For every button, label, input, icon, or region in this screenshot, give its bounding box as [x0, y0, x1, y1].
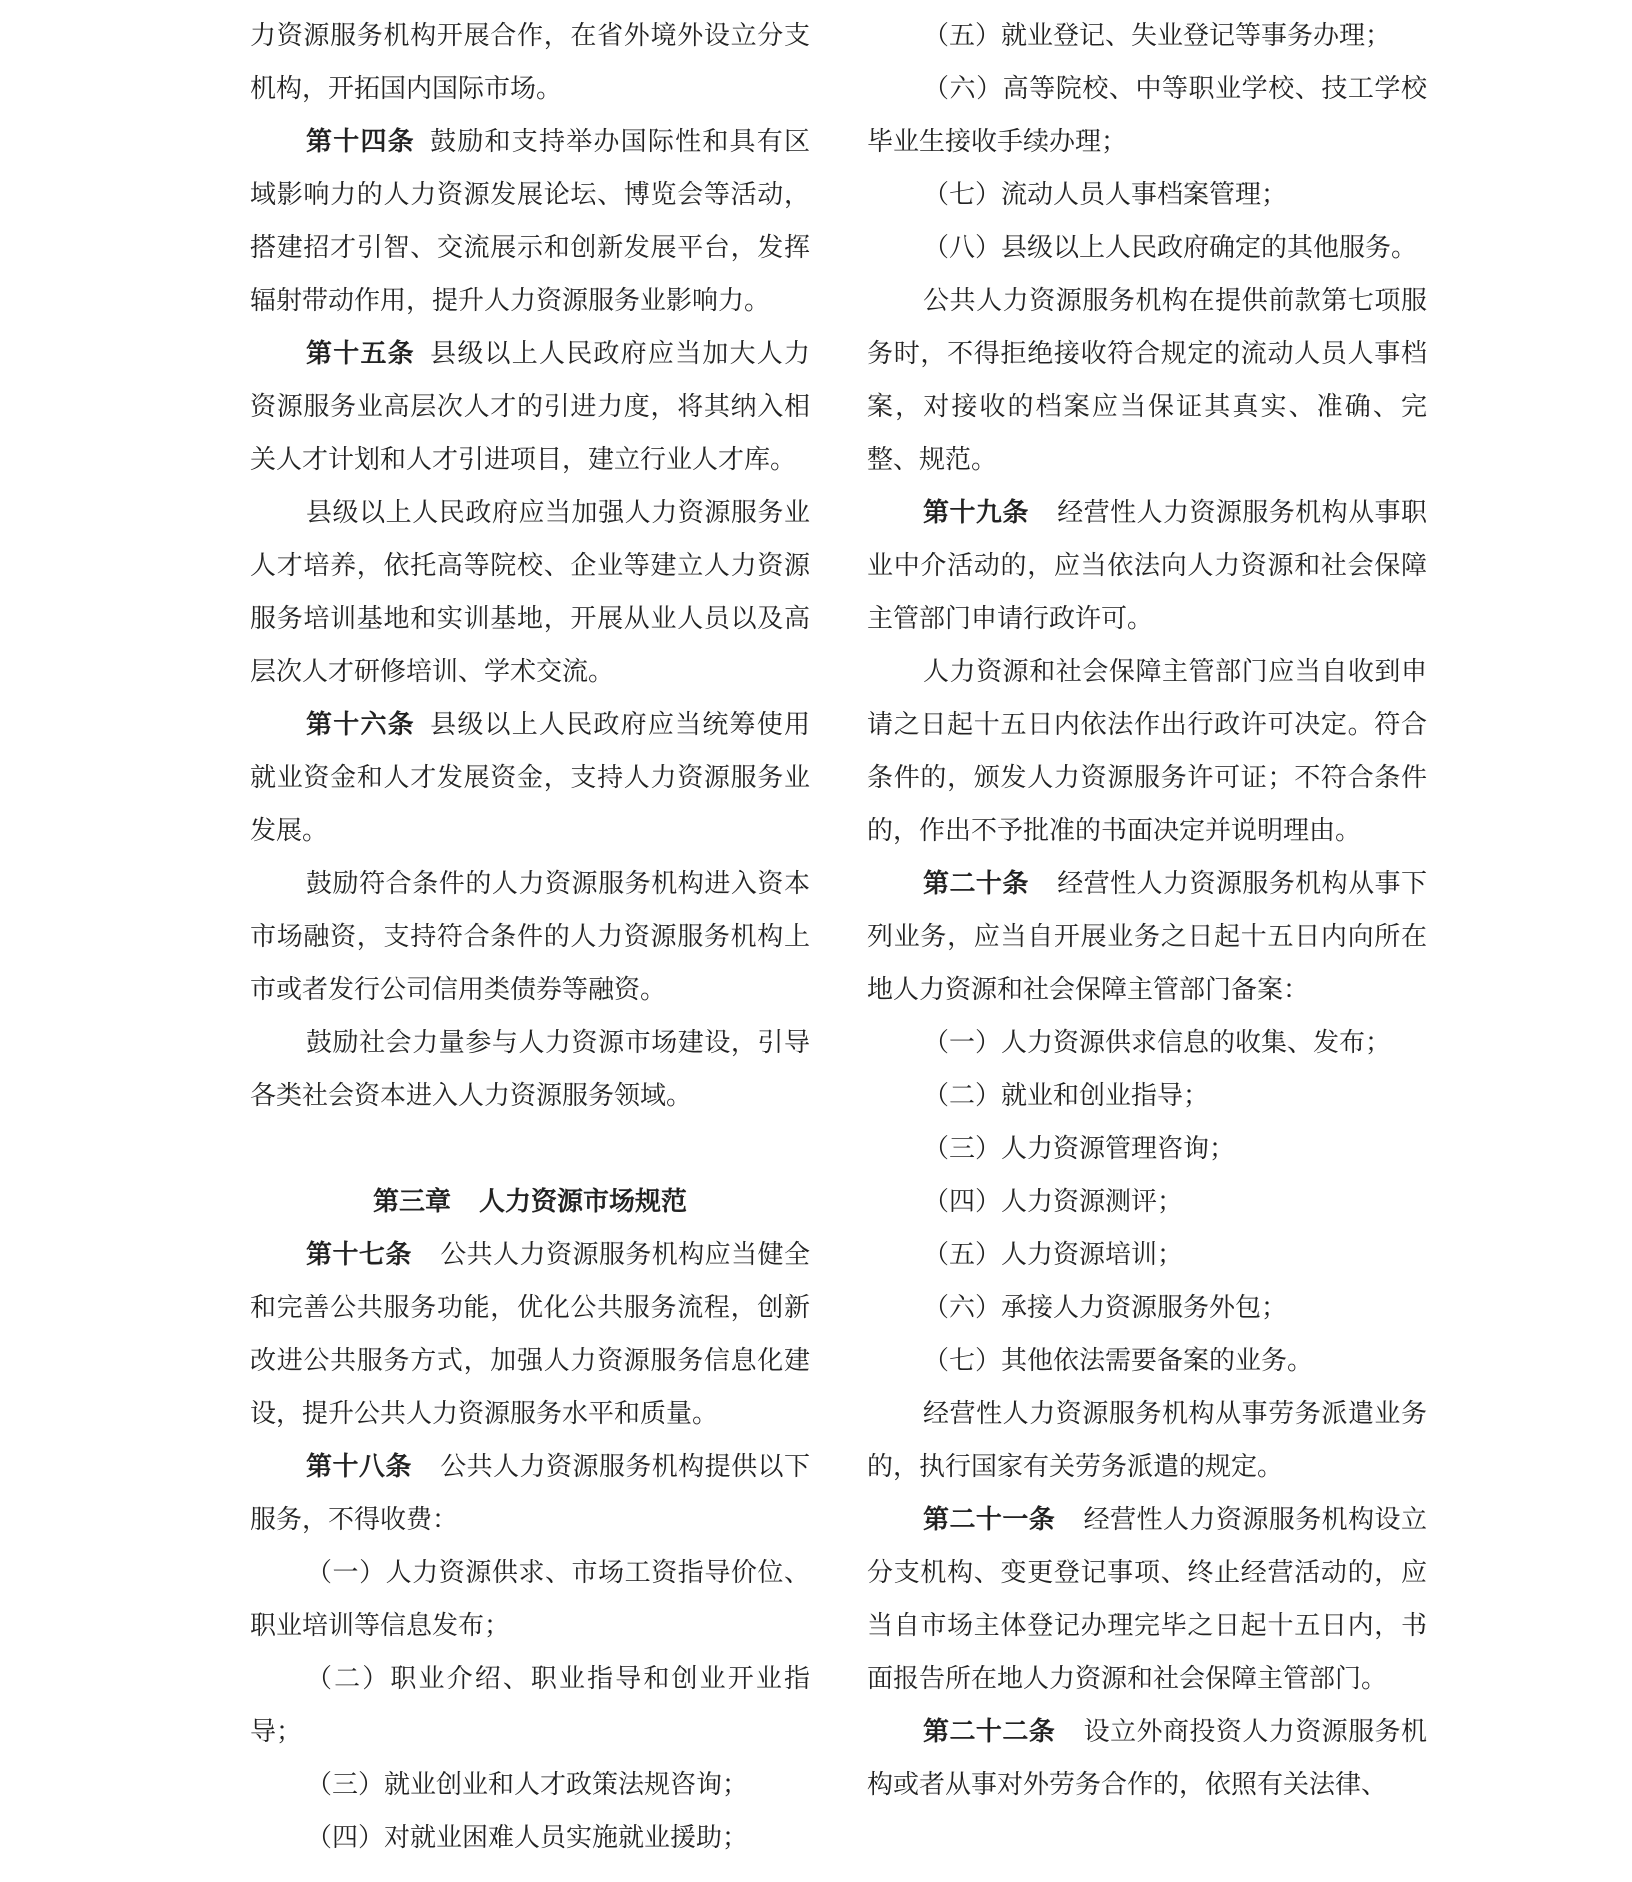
article-20-item-7: （七）其他依法需要备案的业务。 — [923, 1346, 1314, 1376]
article-22 — [867, 1706, 1427, 1812]
article-21 — [867, 1494, 1427, 1706]
article-18-item-8: （八）县级以上人民政府确定的其他服务。 — [923, 233, 1418, 263]
article-14-text: 鼓励和支持举办国际性和具有区域影响力的人力资源发展论坛、博览会等活动，搭建招才引智、交流展示和创新发展平台，发挥辐射带动作用，提升人力资源服务业影响力。 — [250, 127, 810, 316]
article-18-item-2: （二）职业介绍、职业指导和创业开业指导； — [250, 1664, 810, 1747]
article-17 — [250, 1229, 810, 1441]
article-15 — [250, 328, 810, 487]
article-18-text: 公共人力资源服务机构提供以下服务，不得收费： — [250, 1452, 810, 1535]
article-14-title: 第十四条 — [306, 127, 415, 157]
article-16 — [250, 699, 810, 858]
article-21-text: 经营性人力资源服务机构设立分支机构、变更登记事项、终止经营活动的，应当自市场主体登记办理完毕之日起十五日内，书面报告所在地人力资源和社会保障主管部门。 — [867, 1505, 1427, 1694]
article-18-title: 第十八条 — [306, 1452, 412, 1482]
article-20-paragraph-2: 经营性人力资源服务机构从事劳务派遣业务的，执行国家有关劳务派遣的规定。 — [867, 1399, 1427, 1482]
article-19-paragraph-2: 人力资源和社会保障主管部门应当自收到申请之日起十五日内依法作出行政许可决定。符合条件的，颁发人力资源服务许可证；不符合条件的，作出不予批准的书面决定并说明理由。 — [867, 657, 1427, 846]
chapter-3-heading — [250, 1176, 810, 1229]
article-20-item-1: （一）人力资源供求信息的收集、发布； — [923, 1028, 1392, 1058]
article-18-item-6: （六）高等院校、中等职业学校、技工学校毕业生接收手续办理； — [867, 74, 1427, 157]
chapter-3-title: 人力资源市场规范 — [479, 1187, 688, 1217]
article-20-item-4: （四）人力资源测评； — [923, 1187, 1184, 1217]
article-20 — [867, 858, 1427, 1017]
article-22-text: 设立外商投资人力资源服务机构或者从事对外劳务合作的，依照有关法律、 — [867, 1717, 1427, 1800]
article-18-item-7: （七）流动人员人事档案管理； — [923, 180, 1288, 210]
article-18 — [250, 1441, 810, 1547]
article-20-text: 经营性人力资源服务机构从事下列业务，应当自开展业务之日起十五日内向所在地人力资源和社会保障主管部门备案： — [867, 869, 1427, 1005]
article-15-paragraph-2: 县级以上人民政府应当加强人力资源服务业人才培养，依托高等院校、企业等建立人力资源服务培训基地和实训基地，开展从业人员以及高层次人才研修培训、学术交流。 — [250, 498, 810, 687]
article-18-item-1: （一）人力资源供求、市场工资指导价位、职业培训等信息发布； — [250, 1558, 810, 1641]
paragraph-continued: 力资源服务机构开展合作，在省外境外设立分支机构，开拓国内国际市场。 — [250, 21, 810, 104]
article-16-paragraph-3: 鼓励社会力量参与人力资源市场建设，引导各类社会资本进入人力资源服务领域。 — [250, 1028, 810, 1111]
article-22-title: 第二十二条 — [923, 1717, 1056, 1747]
article-20-item-3: （三）人力资源管理咨询； — [923, 1134, 1236, 1164]
right-column — [867, 10, 1427, 1812]
article-15-title: 第十五条 — [306, 339, 415, 369]
article-17-text: 公共人力资源服务机构应当健全和完善公共服务功能，优化公共服务流程，创新改进公共服务方式，加强人力资源服务信息化建设，提升公共人力资源服务水平和质量。 — [250, 1240, 810, 1429]
article-14 — [250, 116, 810, 328]
article-19-title: 第十九条 — [923, 498, 1029, 528]
left-column — [250, 10, 810, 1865]
article-15-text: 县级以上人民政府应当加大人力资源服务业高层次人才的引进力度，将其纳入相关人才计划和人才引进项目，建立行业人才库。 — [250, 339, 810, 475]
article-20-item-5: （五）人力资源培训； — [923, 1240, 1184, 1270]
article-18-item-5: （五）就业登记、失业登记等事务办理； — [923, 21, 1392, 51]
article-19-text: 经营性人力资源服务机构从事职业中介活动的，应当依法向人力资源和社会保障主管部门申请行政许可。 — [867, 498, 1427, 634]
article-20-item-6: （六）承接人力资源服务外包； — [923, 1293, 1288, 1323]
article-18-paragraph-2: 公共人力资源服务机构在提供前款第七项服务时，不得拒绝接收符合规定的流动人员人事档案，对接收的档案应当保证其真实、准确、完整、规范。 — [867, 286, 1427, 475]
article-20-item-2: （二）就业和创业指导； — [923, 1081, 1210, 1111]
article-17-title: 第十七条 — [306, 1240, 412, 1270]
article-16-text: 县级以上人民政府应当统筹使用就业资金和人才发展资金，支持人力资源服务业发展。 — [250, 710, 810, 846]
article-21-title: 第二十一条 — [923, 1505, 1056, 1535]
article-16-paragraph-2: 鼓励符合条件的人力资源服务机构进入资本市场融资，支持符合条件的人力资源服务机构上市或者发行公司信用类债券等融资。 — [250, 869, 810, 1005]
article-18-item-4: （四）对就业困难人员实施就业援助； — [306, 1823, 749, 1853]
article-18-item-3: （三）就业创业和人才政策法规咨询； — [306, 1770, 749, 1800]
article-19 — [867, 487, 1427, 646]
article-20-title: 第二十条 — [923, 869, 1029, 899]
chapter-3-number: 第三章 — [372, 1187, 451, 1217]
article-16-title: 第十六条 — [306, 710, 415, 740]
